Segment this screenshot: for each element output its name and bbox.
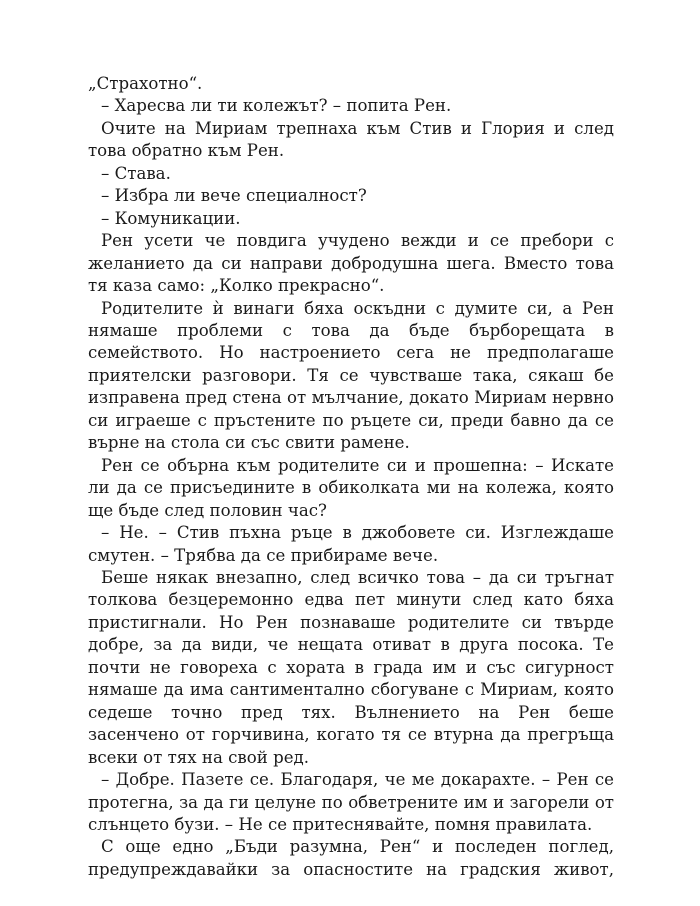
paragraph: „Страхотно“. (88, 74, 203, 93)
paragraph: – Не. – Стив пъхна ръце в джобовете си. Изглеждаше смутен. – Трябва да се прибираме вече. (88, 523, 614, 565)
paragraph: Очите на Мириам трепнаха към Стив и Глория и след това обратно към Рен. (88, 118, 614, 161)
paragraph: С още едно „Бъди разумна, Рен“ и последен поглед, предупреждавайки за опасностите на градския живот, (88, 837, 614, 879)
paragraph: Рен се обърна към родителите си и прошепна: – Искате ли да се присъедините в обиколката ми на колежа, която ще бъде след половин час? (88, 455, 614, 520)
paragraph: – Комуникации. (101, 208, 241, 228)
paragraph: – Става. (101, 163, 171, 183)
paragraph: Рен усети че повдига учудено вежди и се пребори с желанието да си направи добродушна шега. Вместо това тя каза само: „Колко прекрасно“. (88, 231, 614, 296)
paragraph: Родителите ѝ винаги бяха оскъдни с думите си, а Рен нямаше проблеми с това да бъде бърборещата в семейството. Но настроението сега не предполагаше приятелски разговори. Тя се чувстваше така, сякаш бе изправена пред стена от мълчание, докато Мириам нервно си играеше с пръстените по ръцете си, преди бавно да се върне на стола си със свити рамене. (88, 298, 614, 453)
paragraph: Беше някак внезапно, след всичко това – да си тръгнат толкова безцеремонно едва пет минути след като бяха пристигнали. Но Рен познаваше родителите си твърде добре, за да види, че нещата отиват в друга посока. Те почти не говореха с хората в града им и със сигурност нямаше да има сантиментално сбогуване с Мириам, която седеше точно пред тях. Вълнението на Рен беше засенчено от горчивина, когато тя се втурна да прегръща всеки от тях на свой ред. (88, 567, 614, 767)
paragraph: – Добре. Пазете се. Благодаря, че ме докарахте. – Рен се протегна, за да ги целуне по обветрените им и загорели от слънцето бузи. – Не се притеснявайте, помня правилата. (88, 770, 614, 834)
paragraph: – Избра ли вече специалност? (101, 186, 367, 206)
body-text (88, 73, 614, 881)
paragraph: – Харесва ли ти колежът? – попита Рен. (101, 96, 452, 116)
